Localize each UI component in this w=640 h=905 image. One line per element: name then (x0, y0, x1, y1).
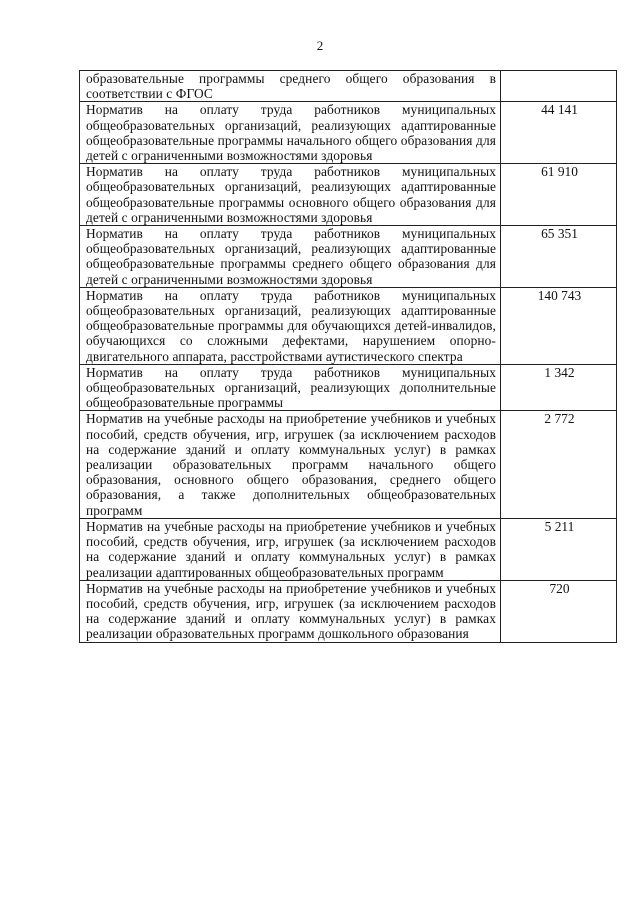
table-row (80, 518, 617, 580)
norm-description: Норматив на оплату труда работников муниципальных общеобразовательных организаций, реализующих адаптированные общеобразовательные программы для обучающихся детей-инвалидов, обучающихся со сложными дефектами, нарушением опорно-двигательного аппарата, расстройствами аутистического спектра (80, 287, 501, 364)
norm-value: 140 743 (501, 287, 617, 364)
norm-value: 2 772 (501, 411, 617, 518)
table-row (80, 364, 617, 411)
norm-description: Норматив на оплату труда работников муниципальных общеобразовательных организаций, реализующих дополнительные общеобразовательные программы (80, 364, 501, 411)
norm-value: 61 910 (501, 164, 617, 226)
page-number: 2 (316, 38, 324, 53)
table-row (80, 287, 617, 364)
norm-value: 44 141 (501, 102, 617, 164)
norm-description: Норматив на учебные расходы на приобретение учебников и учебных пособий, средств обучения, игр, игрушек (за исключением расходов на содержание зданий и оплату коммунальных услуг) в рамках реализации образовательных программ начального общего образования, основного общего образования, среднего общего образования, а также дополнительных общеобразовательных программ (80, 411, 501, 518)
norm-value: 1 342 (501, 364, 617, 411)
table-row (80, 102, 617, 164)
norm-description: Норматив на учебные расходы на приобретение учебников и учебных пособий, средств обучения, игр, игрушек (за исключением расходов на содержание зданий и оплату коммунальных услуг) в рамках реализации адаптированных общеобразовательных программ (80, 518, 501, 580)
norm-description: Норматив на оплату труда работников муниципальных общеобразовательных организаций, реализующих адаптированные общеобразовательные программы основного общего образования для детей с ограниченными возможностями здоровья (80, 164, 501, 226)
table-row (80, 226, 617, 288)
table-row (80, 411, 617, 518)
table-row (80, 164, 617, 226)
norm-description: Норматив на учебные расходы на приобретение учебников и учебных пособий, средств обучения, игр, игрушек (за исключением расходов на содержание зданий и оплату коммунальных услуг) в рамках реализации образовательных программ дошкольного образования (80, 580, 501, 642)
norm-value: 5 211 (501, 518, 617, 580)
norm-description: Норматив на оплату труда работников муниципальных общеобразовательных организаций, реализующих адаптированные общеобразовательные программы среднего общего образования для детей с ограниченными возможностями здоровья (80, 226, 501, 288)
table-row (80, 71, 617, 102)
norm-value: 65 351 (501, 226, 617, 288)
table-row (80, 580, 617, 642)
norm-value: 720 (501, 580, 617, 642)
norm-description: образовательные программы среднего общего образования в соответствии с ФГОС (80, 71, 501, 102)
norms-table (79, 70, 617, 643)
norm-description: Норматив на оплату труда работников муниципальных общеобразовательных организаций, реализующих адаптированные общеобразовательные программы начального общего образования для детей с ограниченными возможностями здоровья (80, 102, 501, 164)
norm-value (501, 71, 617, 102)
